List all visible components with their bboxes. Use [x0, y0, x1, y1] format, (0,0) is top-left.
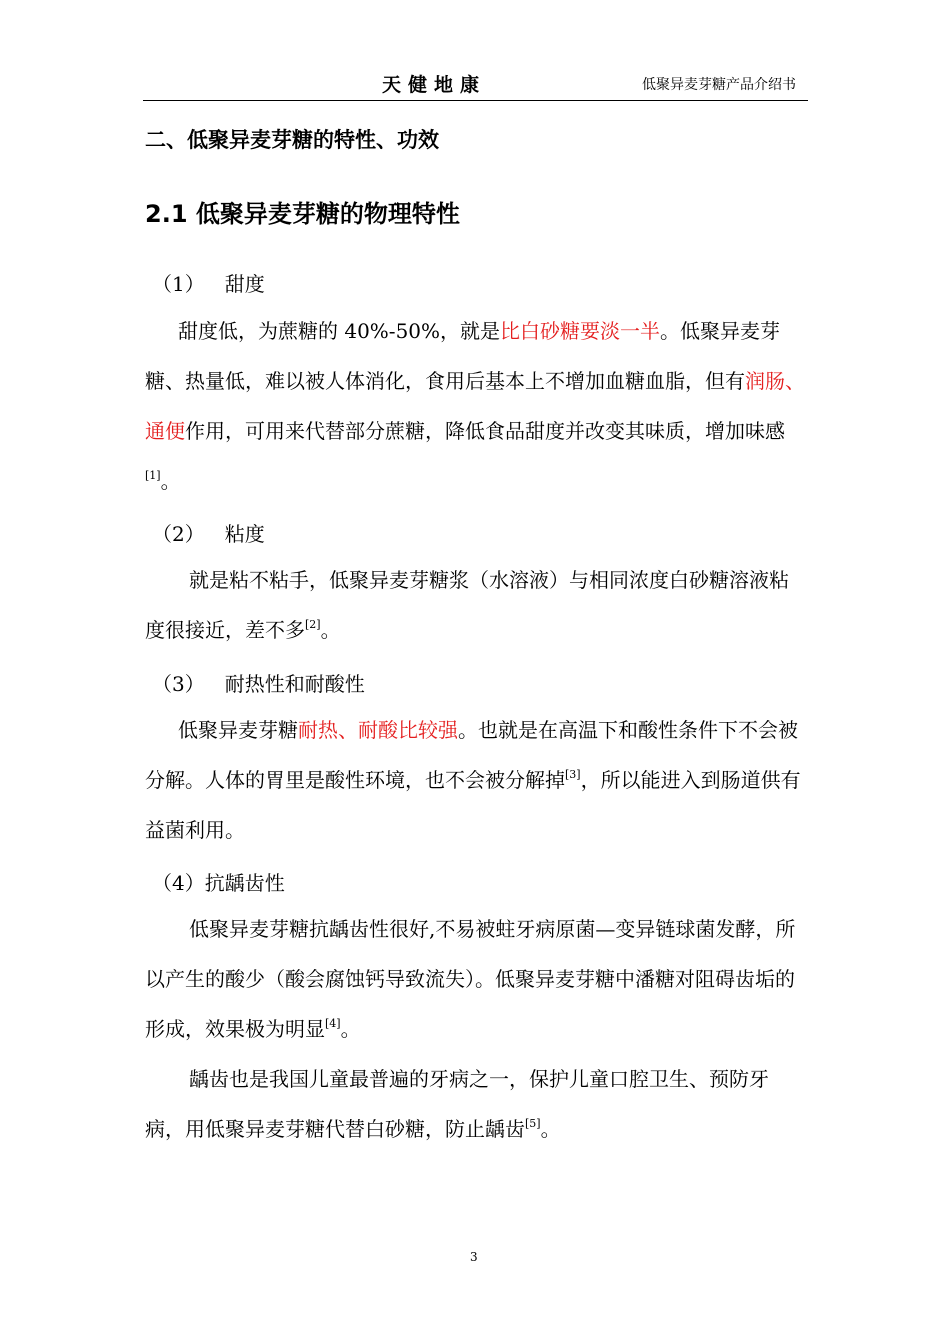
item-label: 甜度: [224, 272, 265, 296]
header-doc-title: 低聚异麦芽糖产品介绍书: [642, 77, 796, 93]
reference-marker: [2]: [305, 618, 321, 631]
reference-marker: [4]: [325, 1017, 341, 1030]
highlight-text: 比白砂糖要淡一半: [500, 319, 661, 343]
text-run: 低聚异麦芽糖抗龋齿性很好,不易被蛀牙病原菌—变异链球菌发酵，所以产生的酸少（酸会腐蚀钙导致流失）。低聚异麦芽糖中潘糖对阻碍齿垢的形成，效果极为明显: [145, 917, 796, 1041]
item-label: 抗龋齿性: [204, 871, 285, 895]
item-number: （4）: [152, 871, 205, 895]
text-run: 。: [320, 618, 341, 642]
text-run: 。: [160, 469, 181, 493]
text-run: ，所以能进入到肠道供有益菌利用。: [145, 768, 801, 842]
item-heading-viscosity: [152, 518, 265, 547]
item-label: 耐热性和耐酸性: [224, 672, 365, 696]
item-number: （3）: [152, 672, 205, 696]
reference-marker: [1]: [145, 469, 161, 482]
header-rule: [143, 100, 808, 101]
item-heading-sweetness: [152, 268, 265, 297]
text-run: 作用，可用来代替部分蔗糖，降低食品甜度并改变其味质，增加味感: [185, 419, 785, 443]
paragraph-heat-acid: [145, 705, 808, 855]
item-label: 粘度: [224, 522, 265, 546]
item-heading-anti-caries: [152, 867, 285, 896]
highlight-text: 耐热、耐酸比较强: [298, 718, 458, 742]
reference-marker: [3]: [565, 768, 581, 781]
item-heading-heat-acid: [152, 668, 365, 697]
paragraph-viscosity: [145, 555, 808, 655]
section-title: 二、低聚异麦芽糖的特性、功效: [145, 128, 439, 152]
paragraph-anti-caries-2: [145, 1054, 808, 1154]
text-run: 。低聚异麦芽糖、热量低，难以被人体消化，食用后基本上不增加血糖血脂，但有: [145, 319, 781, 393]
text-run: 就是粘不粘手，低聚异麦芽糖浆（水溶液）与相同浓度白砂糖溶液粘度很接近，差不多: [145, 568, 789, 642]
text-run: 低聚异麦芽糖: [178, 718, 298, 742]
text-run: 。: [340, 1017, 361, 1041]
text-run: 。: [540, 1117, 561, 1141]
page-number: 3: [470, 1250, 478, 1264]
text-run: 。也就是在高温下和酸性条件下不会被分解。人体的胃里是酸性环境，也不会被分解掉: [145, 718, 798, 792]
paragraph-sweetness: [145, 306, 808, 506]
header-company: 天健地康: [382, 74, 487, 96]
paragraph-anti-caries-1: [145, 904, 808, 1054]
item-number: （1）: [152, 272, 205, 296]
text-run: 龋齿也是我国儿童最普遍的牙病之一，保护儿童口腔卫生、预防牙病，用低聚异麦芽糖代替白砂糖，防止龋齿: [145, 1067, 769, 1141]
item-number: （2）: [152, 522, 205, 546]
reference-marker: [5]: [525, 1117, 541, 1130]
highlight-text: 润肠、通便: [145, 369, 805, 443]
text-run: 甜度低，为蔗糖的 40%-50%，就是: [178, 319, 501, 343]
subsection-title: 2.1 低聚异麦芽糖的物理特性: [145, 200, 460, 228]
